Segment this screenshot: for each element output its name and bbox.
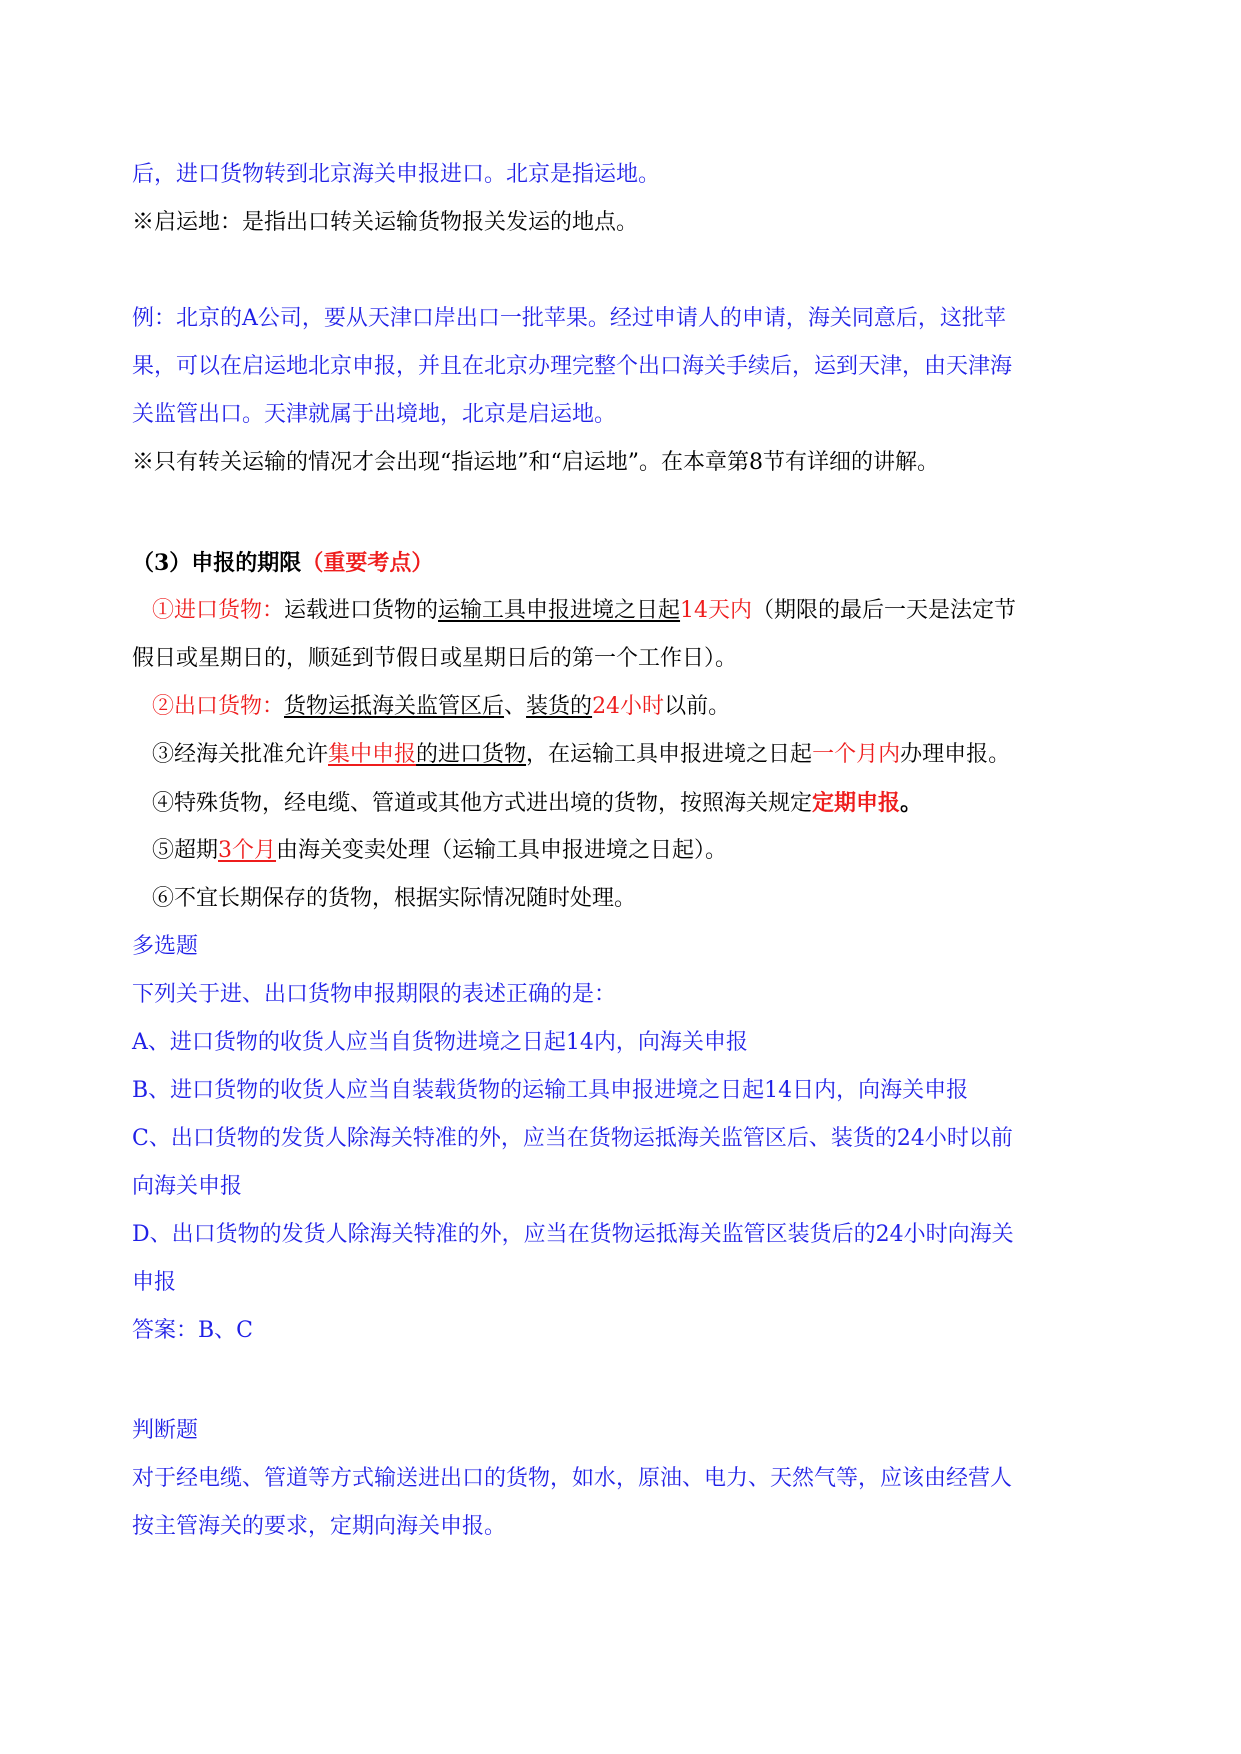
answer: 答案：B、C	[132, 1318, 254, 1343]
highlight-text: 24小时	[592, 694, 665, 719]
highlight-text: 一个月内	[812, 742, 901, 767]
option-d-cont: 申报	[132, 1270, 177, 1295]
rule-item-6: ⑥不宜长期保存的货物，根据实际情况随时处理。	[152, 886, 637, 911]
rule-text: ，在运输工具申报进境之日起	[526, 742, 813, 767]
highlight-text: 14天内	[680, 598, 753, 623]
section-title: （3）申报的期限	[132, 550, 302, 576]
option-c: C、出口货物的发货人除海关特准的外，应当在货物运抵海关监管区后、装货的24小时以前	[132, 1126, 1013, 1151]
rule-text: ⑤超期	[152, 838, 219, 863]
rule-item-3	[152, 740, 1010, 770]
rule-text: 。	[900, 790, 923, 816]
rule-item-1-cont: 假日或星期日的，顺延到节假日或星期日后的第一个工作日）。	[132, 646, 738, 671]
rule-text: 由海关变卖处理（运输工具申报进境之日起）。	[276, 838, 728, 863]
underlined-text: 装货的	[526, 694, 593, 719]
option-b: B、进口货物的收货人应当自装载货物的运输工具申报进境之日起14日内，向海关申报	[132, 1078, 969, 1103]
rule-text: 以前。	[664, 694, 731, 719]
underlined-text: 的进口货物	[416, 742, 527, 767]
rule-text: （期限的最后一天是法定节	[752, 598, 1017, 623]
option-d: D、出口货物的发货人除海关特准的外，应当在货物运抵海关监管区装货后的24小时向海关	[132, 1222, 1014, 1247]
question-type: 多选题	[132, 934, 199, 959]
rule-text: ③经海关批准允许	[152, 742, 329, 767]
rule-text: 办理申报。	[900, 742, 1011, 767]
section-heading	[132, 548, 433, 578]
highlight-underlined-text: 集中申报	[328, 742, 417, 767]
underlined-text: 货物运抵海关监管区后	[284, 694, 505, 719]
underlined-text: 运输工具申报进境之日起	[438, 598, 681, 623]
rule-item-2	[152, 692, 730, 722]
rule-label: ①进口货物：	[152, 598, 285, 623]
note-line: ※只有转关运输的情况才会出现“指运地”和“启运地”。在本章第8节有详细的讲解。	[132, 450, 939, 475]
example-line: 例：北京的A公司，要从天津口岸出口一批苹果。经过申请人的申请，海关同意后，这批苹	[132, 306, 1006, 331]
paragraph-line: 后，进口货物转到北京海关申报进口。北京是指运地。	[132, 162, 661, 187]
question-stem: 对于经电缆、管道等方式输送进出口的货物，如水，原油、电力、天然气等，应该由经营人	[132, 1466, 1013, 1491]
highlight-underlined-text: 3个月	[218, 838, 277, 863]
option-a: A、进口货物的收货人应当自货物进境之日起14内，向海关申报	[132, 1030, 748, 1055]
question-type: 判断题	[132, 1418, 199, 1443]
example-line: 果，可以在启运地北京申报，并且在北京办理完整个出口海关手续后，运到天津，由天津海	[132, 354, 1013, 379]
option-c-cont: 向海关申报	[132, 1174, 243, 1199]
highlight-bold-text: 定期申报	[812, 790, 901, 816]
rule-text: ④特殊货物，经电缆、管道或其他方式进出境的货物，按照海关规定	[152, 791, 813, 816]
rule-item-5	[152, 836, 727, 866]
rule-item-4	[152, 788, 922, 819]
important-tag: （重要考点）	[301, 550, 434, 576]
example-line: 关监管出口。天津就属于出境地，北京是启运地。	[132, 402, 617, 427]
rule-label: ②出口货物：	[152, 694, 285, 719]
definition-qiyundi: ※启运地：是指出口转关运输货物报关发运的地点。	[132, 210, 639, 235]
rule-item-1	[152, 596, 1016, 626]
question-stem-cont: 按主管海关的要求，定期向海关申报。	[132, 1514, 507, 1539]
rule-text: 、	[504, 694, 527, 719]
question-stem: 下列关于进、出口货物申报期限的表述正确的是：	[132, 982, 617, 1007]
rule-text: 运载进口货物的	[284, 598, 439, 623]
